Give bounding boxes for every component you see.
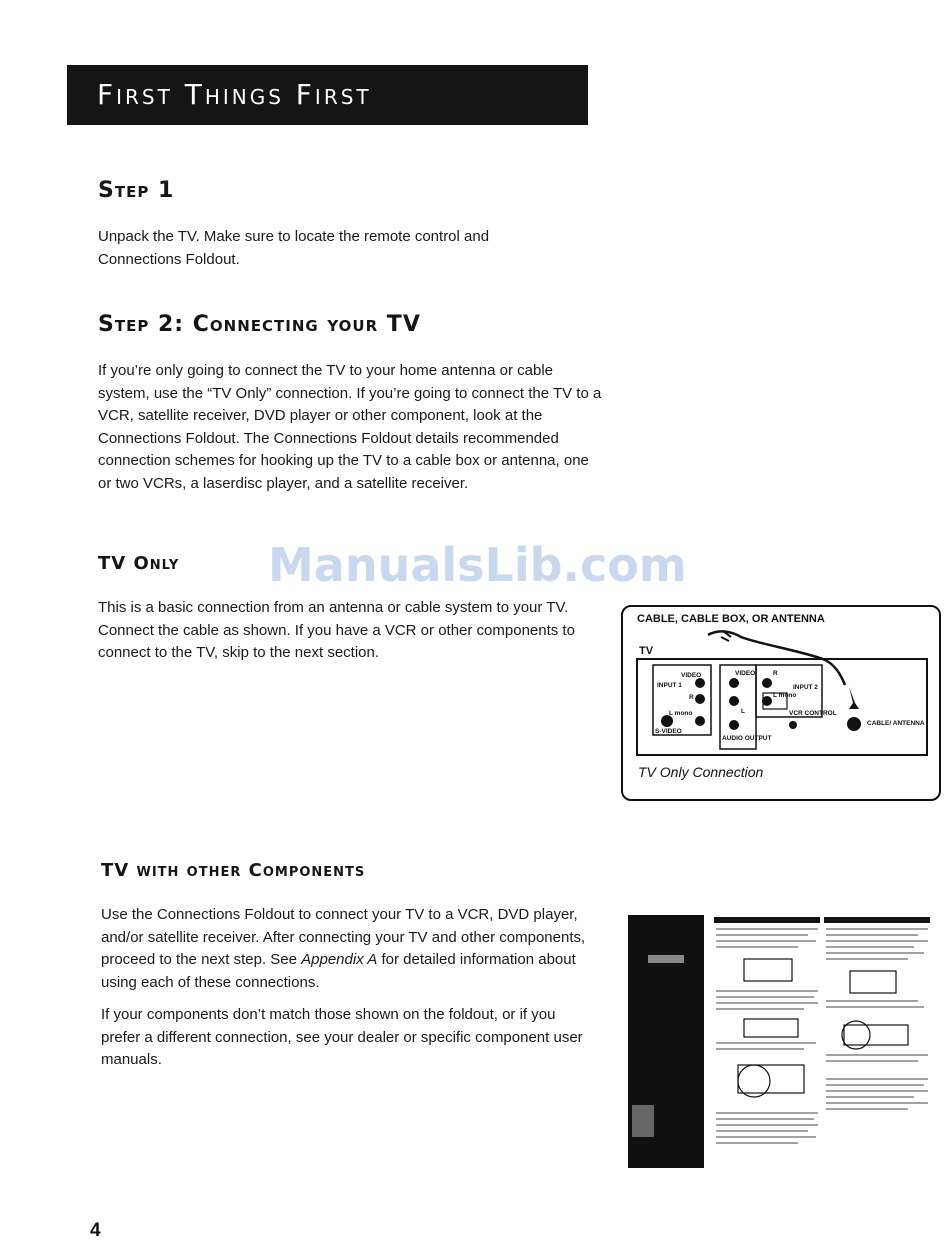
- figure-tv-label: TV: [639, 645, 654, 657]
- label-input1: INPUT 1: [657, 682, 682, 689]
- step2-text: If you’re only going to connect the TV to your home antenna or cable system, use the “TV Only” connection. If you’re going to connect the TV to a VCR, satellite receiver, DVD player or other component, look at the Connections Foldout. The Connections Foldout details recommended connection schemes for hooking up the TV to a cable box or antenna, one or two VCRs, a laserdisc player, and a satellite receiver.: [98, 362, 602, 492]
- label-vcr-control: VCR CONTROL: [789, 710, 837, 717]
- label-lmono2: L mono: [773, 692, 797, 699]
- tv-only-connection-figure: [621, 605, 941, 801]
- chapter-banner: First Things First: [67, 65, 588, 125]
- page-number: 4: [90, 1220, 101, 1241]
- step1-text: Unpack the TV. Make sure to locate the remote control and Connections Foldout.: [98, 228, 490, 268]
- watermark: ManualsLib.com: [268, 538, 687, 592]
- label-cable-antenna: CABLE/ ANTENNA: [867, 720, 925, 727]
- label-input2: INPUT 2: [793, 684, 818, 691]
- tv-only-heading: TV Only: [98, 553, 180, 574]
- label-r2: R: [773, 670, 778, 677]
- label-video2: VIDEO: [735, 670, 756, 677]
- figure-title: CABLE, CABLE BOX, OR ANTENNA: [637, 613, 825, 625]
- connections-foldout-thumbnail: [628, 915, 934, 1168]
- connection-diagram: [623, 607, 939, 757]
- label-lmono1: L mono: [669, 710, 693, 717]
- label-audio-output: AUDIO OUTPUT: [722, 735, 772, 742]
- label-video1: VIDEO: [681, 672, 702, 679]
- other-components-heading: TV with other Components: [101, 860, 366, 881]
- other-components-p1: Use the Connections Foldout to connect your TV to a VCR, DVD player, and/or satellite receiver. After connecting your TV and other components, proceed to the next step. See Appendix A for detailed information about using each of these connections.: [101, 906, 586, 991]
- figure-caption: TV Only Connection: [638, 764, 764, 780]
- step1-heading: Step 1: [98, 178, 175, 203]
- label-r1: R: [689, 694, 694, 701]
- label-l2: L: [741, 708, 745, 715]
- tv-only-text: This is a basic connection from an antenna or cable system to your TV. Connect the cable as shown. If you have a VCR or other components to connect to the TV, skip to the next section.: [98, 599, 575, 662]
- other-components-p2: If your components don’t match those shown on the foldout, or if you prefer a different connection, see your dealer or specific component user manuals.: [101, 1006, 583, 1069]
- step2-heading: Step 2: Connecting your TV: [98, 312, 421, 337]
- label-svideo: S-VIDEO: [655, 728, 682, 735]
- appendix-reference: Appendix A: [301, 951, 378, 969]
